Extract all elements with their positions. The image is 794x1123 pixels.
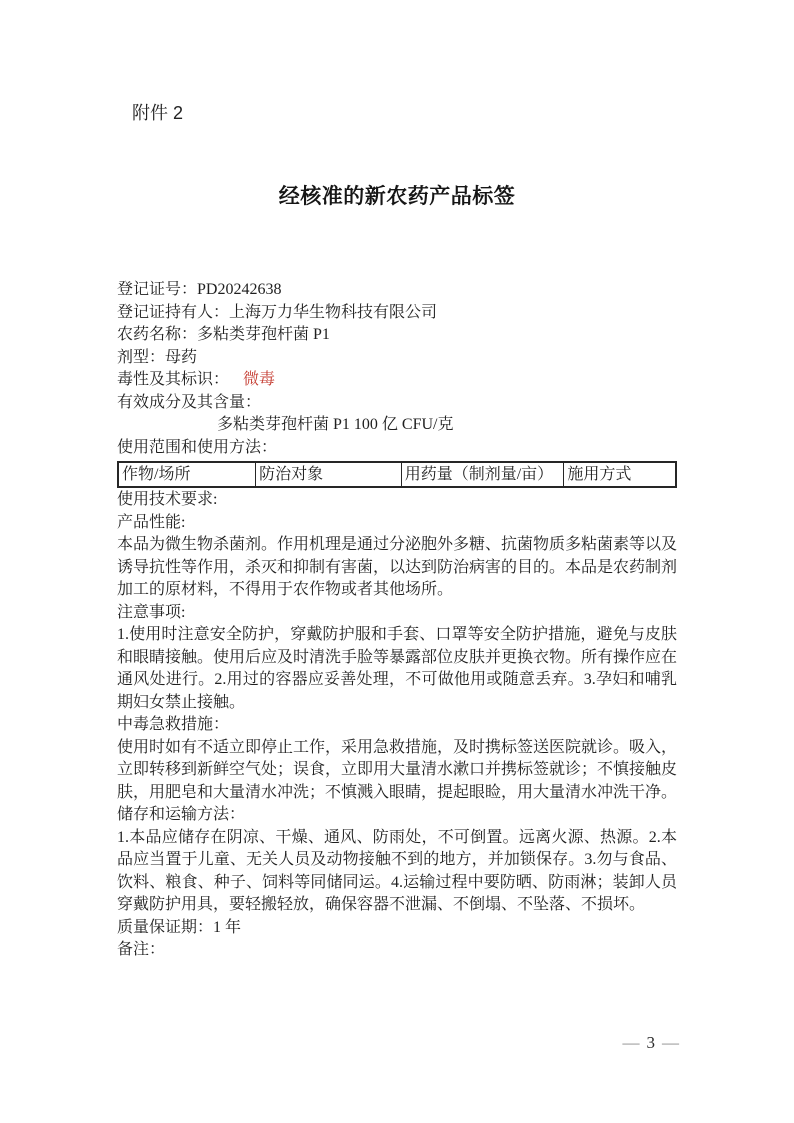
storage-transport-heading: 储存和运输方法： [117, 806, 246, 823]
usage-table-header-row [118, 462, 676, 487]
precautions-heading: 注意事项: [117, 603, 186, 621]
formulation-type-label: 剂型： [117, 348, 166, 366]
usage-col-crop-site: 作物/场所 [118, 462, 256, 487]
remarks-heading: 备注： [117, 941, 166, 958]
field-pesticide-name [117, 324, 677, 347]
page-number-left-dash: — [622, 1033, 640, 1052]
document-body [117, 279, 677, 962]
attachment-label: 附件 2 [132, 103, 184, 123]
first-aid-text: 使用时如有不适立即停止工作，采用急救措施，及时携标签送医院就诊。吸入，立即转移到新鲜空气处；误食，立即用大量清水漱口并携标签就诊；不慎接触皮肤，用肥皂和大量清水冲洗；不慎溅入眼睛，提起眼睑，用大量清水冲洗干净。 [117, 738, 678, 801]
product-performance-heading: 产品性能: [117, 513, 186, 531]
toxicity-label: 毒性及其标识： [117, 371, 230, 388]
pesticide-name-label: 农药名称： [117, 326, 198, 343]
certificate-holder-label: 登记证持有人： [117, 303, 230, 321]
certificate-holder-value: 上海万力华生物科技有限公司 [229, 303, 438, 321]
page-number-value: 3 [646, 1033, 655, 1052]
toxicity-value: 微毒 [243, 371, 276, 388]
field-active-ingredient-heading: 有效成分及其含量： [117, 393, 262, 411]
registration-number-label: 登记证号： [117, 281, 198, 298]
formulation-type-value: 母药 [165, 348, 198, 366]
registration-number-value: PD20242638 [197, 281, 282, 298]
document-title: 经核准的新农药产品标签 [278, 185, 516, 208]
first-aid-heading: 中毒急救措施： [117, 716, 230, 733]
pesticide-name-value: 多粘类芽孢杆菌 P1 [197, 326, 330, 343]
usage-table [117, 461, 677, 488]
page-number-right-dash: — [662, 1033, 679, 1052]
warranty-period-value: 1 年 [213, 918, 242, 936]
usage-col-dosage: 用药量（制剂量/亩） [401, 462, 564, 487]
tech-requirements-heading: 使用技术要求: [117, 491, 218, 508]
storage-transport-text: 1.本品应储存在阴凉、干燥、通风、防雨处，不可倒置。远离火源、热源。2.本品应当置于儿童、无关人员及动物接触不到的地方，并加锁保存。3.勿与食品、饮料、粮食、种子、饲料等同储同运。4.运输过程中要防晒、防雨淋；装卸人员穿戴防护用具，要轻搬轻放，确保容器不泄漏、不倒塌、不坠落、不损坏。 [117, 828, 677, 913]
active-ingredient-content: 多粘类芽孢杆菌 P1 100 亿 CFU/克 [217, 416, 454, 433]
field-toxicity [117, 369, 677, 392]
usage-col-control-target: 防治对象 [256, 462, 402, 487]
field-certificate-holder [117, 302, 677, 325]
field-warranty-period [117, 917, 677, 940]
warranty-period-label: 质量保证期： [117, 918, 214, 936]
precautions-text: 1.使用时注意安全防护，穿戴防护服和手套、口罩等安全防护措施，避免与皮肤和眼睛接触。使用后应及时清洗手脸等暴露部位皮肤并更换衣物。所有操作应在通风处进行。2.用过的容器应妥善处理，不可做他用或随意丢弃。3.孕妇和哺乳期妇女禁止接触。 [117, 626, 678, 711]
field-registration-number [117, 279, 677, 302]
usage-scope-heading: 使用范围和使用方法： [117, 438, 278, 456]
product-performance-text: 本品为微生物杀菌剂。作用机理是通过分泌胞外多糖、抗菌物质多粘菌素等以及诱导抗性等作用，杀灭和抑制有害菌，以达到防治病害的目的。本品是农药制剂加工的原材料，不得用于农作物或者其他场所。 [117, 536, 678, 598]
usage-col-application-method: 施用方式 [564, 462, 676, 487]
page-number [616, 1032, 687, 1054]
field-formulation-type [117, 347, 677, 370]
